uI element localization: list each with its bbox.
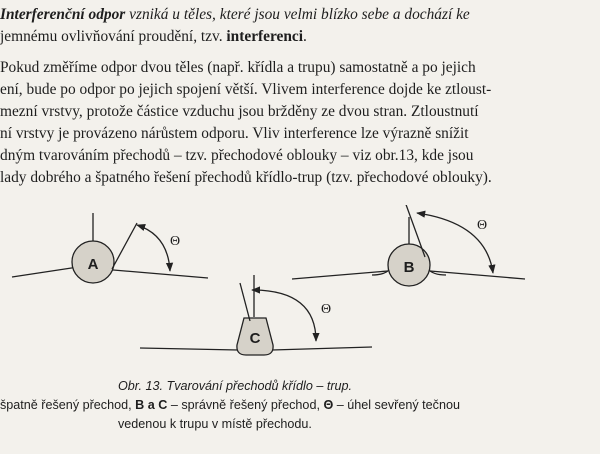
paragraph2-line: Pokud změříme odpor dvou těles (např. křídla a trupu) samostatně a po jejich bbox=[0, 59, 476, 76]
caption-line3: vedenou k trupu v místě přechodu. bbox=[118, 417, 312, 431]
figure-wing-fuselage-junctions bbox=[0, 205, 600, 365]
junction-b-well-shaped bbox=[292, 205, 525, 286]
paragraph1-lead: vzniká u těles, které jsou velmi blízko sebe a dochází ke bbox=[125, 6, 470, 23]
paragraph-interference-definition bbox=[0, 4, 596, 48]
paragraph2-line: lady dobrého a špatného řešení přechodů křídlo-trup (tzv. přechodové oblouky). bbox=[0, 169, 492, 186]
junction-a-poorly-shaped bbox=[12, 213, 208, 283]
theta-label-b: Θ bbox=[476, 218, 488, 233]
paragraph2-line: ení, bude po odpor po jejich spojení větší. Vlivem interference dojde ke ztloust- bbox=[0, 81, 492, 98]
caption-line2 bbox=[0, 396, 460, 415]
junction-c-well-shaped bbox=[140, 275, 372, 355]
label-c: C bbox=[249, 330, 261, 347]
label-a: A bbox=[87, 256, 99, 273]
caption-title: Obr. 13. Tvarování přechodů křídlo – trup. bbox=[118, 379, 353, 393]
paragraph1-line1 bbox=[0, 4, 596, 26]
caption-b-and-c: B a C bbox=[135, 398, 168, 412]
paragraph1-line2-end: . bbox=[303, 28, 307, 45]
paragraph2-line: dným tvarováním přechodů – tzv. přechodové oblouky – viz obr.13, kde jsou bbox=[0, 147, 474, 164]
theta-label-c: Θ bbox=[320, 302, 332, 317]
paragraph-interference-explanation bbox=[0, 57, 596, 189]
caption-angle-definition: – úhel sevřený tečnou bbox=[333, 398, 460, 412]
paragraph2-line: ní vrstvy je provázeno nárůstem odporu. Vliv interference lze výrazně snížit bbox=[0, 125, 469, 142]
theta-label-a: Θ bbox=[169, 234, 181, 249]
paragraph1-line2-text: jemnému ovlivňování proudění, tzv. bbox=[0, 28, 227, 45]
paragraph2-line: mezní vrstvy, protože částice vzduchu jsou bržděny ze dvou stran. Ztloustnutí bbox=[0, 103, 479, 120]
caption-bad-junction: špatně řešený přechod, bbox=[0, 398, 136, 412]
caption-theta: Θ bbox=[323, 398, 334, 412]
paragraph1-line2 bbox=[0, 26, 596, 48]
angle-arc-a bbox=[137, 225, 170, 271]
label-b: B bbox=[403, 259, 415, 276]
term-interference-drag: Interferenční odpor bbox=[0, 6, 126, 23]
wing-c-left bbox=[140, 348, 238, 350]
wing-c-right bbox=[272, 347, 372, 350]
caption-good-junction: – správně řešený přechod, bbox=[167, 398, 324, 412]
tangent-line-a bbox=[112, 223, 137, 269]
term-interference: interferenci bbox=[226, 28, 304, 45]
tangent-line-c bbox=[240, 283, 250, 321]
